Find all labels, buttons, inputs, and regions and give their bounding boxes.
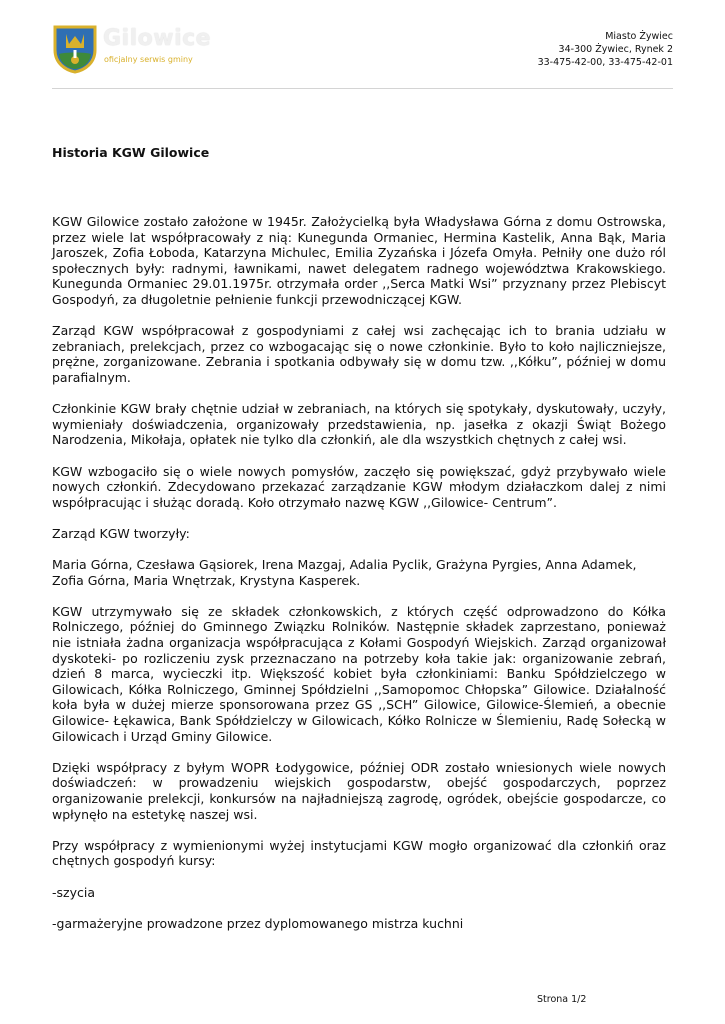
paragraph-funding: KGW utrzymywało się ze składek członkowskich, z których część odprowadzono do Kółka Rolniczego, później do Gminnego Związku Rolników. Następnie składek zaprzestano, ponieważ nie istniała żadna organizacja współpracująca z Kołami Gospodyń Wiejskich. Zarząd organizował dyskoteki- po rozliczeniu zysk przeznaczano na potrzeby koła takie jak: organizowanie zebrań, dzień 8 marca, wycieczki itp. Większość kobiet była członkiniami: Banku Spółdzielczego w Gilowicach, Kółka Rolniczego, Gminnej Spółdzielni ,,Samopomoc Chłopska” Gilowice. Działalność koła była w dużej mierze sponsorowana przez GS ,,SCH” Gilowice, Gilowice-Ślemień, a obecnie Gilowice- Łękawica, Bank Spółdzielczy w Gilowicach, Kółko Rolnicze w Ślemieniu, Radę Sołecką w Gilowicach i Urząd Gminy Gilowice. — [52, 603, 666, 744]
logo-name: Gilowice — [103, 26, 212, 51]
paragraph-courses-intro: Przy współpracy z wymienionymi wyżej instytucjami KGW mogło organizować dla członkiń oraz chętnych gospodyń kursy: — [52, 837, 666, 869]
paragraph-list — [52, 214, 666, 931]
logo-subtitle: oficjalny serwis gminy — [104, 55, 193, 64]
municipal-crest-icon — [52, 24, 98, 74]
paragraph-board-cooperation: Zarząd KGW współpracował z gospodyniami z całej wsi zachęcając ich to brania udziału w zebraniach, prelekcjach, przez co wzbogacając się o nowe członkinie. Było to koło najliczniejsze, prężne, zorganizowane. Zebrania i spotkania odbywały się w domu tzw. ,,Kółku”, później w domu parafialnym. — [52, 323, 666, 385]
site-logo[interactable] — [52, 24, 242, 76]
paragraph-board-members: Maria Górna, Czesława Gąsiorek, Irena Mazgaj, Adalia Pyclik, Grażyna Pyrgies, Anna Adamek, Zofia Górna, Maria Wnętrzak, Krystyna Kasperek. — [52, 557, 637, 588]
paragraph-growth: KGW wzbogaciło się o wiele nowych pomysłów, zaczęło się powiększać, gdyż przybywało wiele nowych członkiń. Zdecydowano przekazać zarządzanie KGW młodym działaczkom dalej z nimi współpracując i służąc doradą. Koło otrzymało nazwę KGW ,,Gilowice- Centrum”. — [52, 463, 666, 510]
list-item-sewing: -szycia — [52, 884, 95, 900]
paragraph-board-heading: Zarząd KGW tworzyły: — [52, 525, 190, 541]
document-body — [52, 144, 666, 947]
document-title: Historia KGW Gilowice — [52, 145, 210, 160]
page-number: Strona 1/2 — [537, 994, 587, 1005]
page-header — [0, 0, 725, 95]
paragraph-members-activities: Członkinie KGW brały chętnie udział w zebraniach, na których się spotykały, dyskutowały, uczyły, wymieniały doświadczenia, organizowały przedstawienia, np. jasełka z okazji Świąt Bożego Narodzenia, Mikołaja, opłatek nie tylko dla członkiń, ale dla wszystkich chętnych z całej wsi. — [52, 401, 666, 448]
contact-phones: 33-475-42-00, 33-475-42-01 — [537, 57, 673, 68]
paragraph-wopr-cooperation: Dzięki współpracy z byłym WOPR Łodygowice, później ODR zostało wniesionych wiele nowych doświadczeń: w prowadzeniu wiejskich gospodarstw, obejść gospodarczych, poprzez organizowanie prelekcji, konkursów na najładniejszą zagrodę, ogródek, obejście gospodarcze, co wpłynęło na estetykę naszej wsi. — [52, 759, 666, 822]
paragraph-founding: KGW Gilowice zostało założone w 1945r. Założycielką była Władysława Górna z domu Ostrowska, przez wiele lat współpracowały z nią: Kunegunda Ormaniec, Hermina Kastelik, Anna Bąk, Maria Jaroszek, Zofia Łoboda, Katarzyna Michulec, Emilia Zyzańska i Józefa Omyła. Pełniły one dużo ról społecznych były: radnymi, ławnikami, nawet delegatem radnego województwa Krakowskiego. Kunegunda Ormaniec 29.01.1975r. otrzymała order ,,Serca Matki Wsi” przyznany przez Plebiscyt Gospodyń, za długoletnie pełnienie funkcji przewodniczącej KGW. — [52, 214, 666, 307]
contact-city: Miasto Żywiec — [605, 31, 673, 42]
header-divider — [52, 88, 673, 89]
list-item-catering: -garmażeryjne prowadzone przez dyplomowanego mistrza kuchni — [52, 915, 464, 931]
contact-address: 34-300 Żywiec, Rynek 2 — [558, 44, 673, 55]
contact-block — [538, 30, 673, 69]
